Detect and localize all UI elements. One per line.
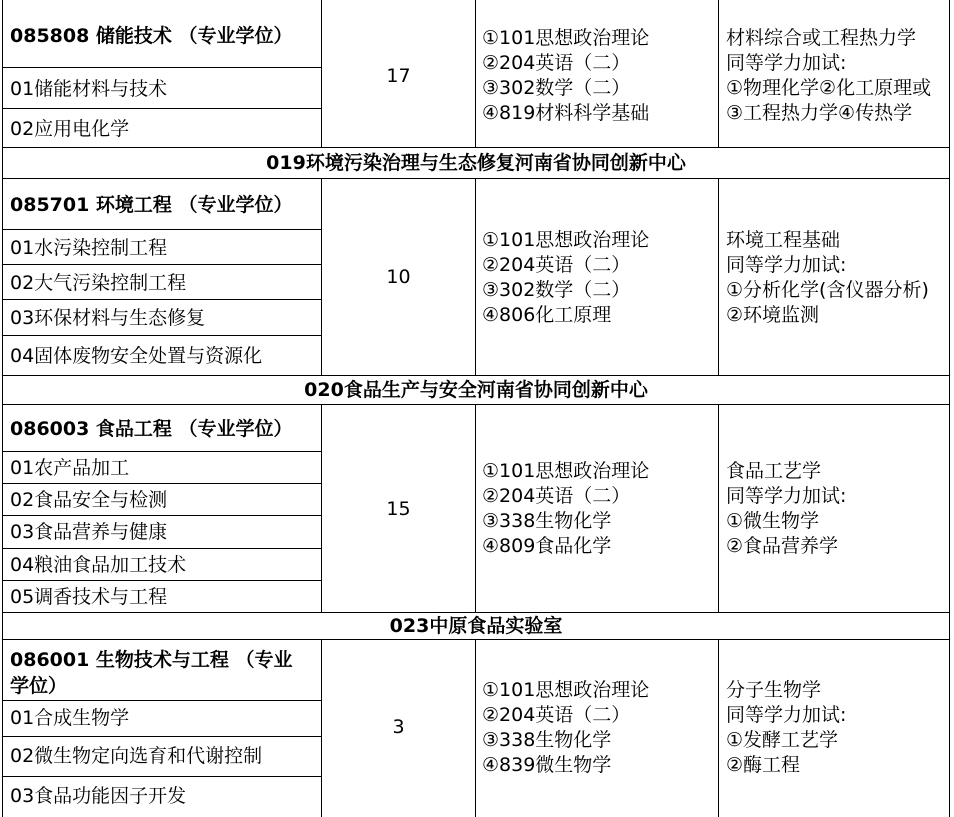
- institution-header: 019环境污染治理与生态修复河南省协同创新中心: [266, 152, 686, 174]
- retest-subject: ②食品营养学: [726, 535, 839, 557]
- research-direction: 02微生物定向选育和代谢控制: [10, 745, 263, 767]
- grid-line: [2, 451, 322, 452]
- retest-subject: ②环境监测: [726, 304, 820, 326]
- grid-line: [2, 0, 3, 817]
- retest-subjects: [726, 228, 929, 328]
- retest-subject: 同等学力加试:: [726, 52, 847, 74]
- exam-subject: ①101思想政治理论: [482, 460, 650, 482]
- institution-header: 020食品生产与安全河南省协同创新中心: [304, 379, 648, 401]
- retest-subject: ②酶工程: [726, 754, 801, 776]
- exam-subject: ③302数学（二）: [482, 77, 631, 99]
- research-direction: 03环保材料与生态修复: [10, 307, 206, 329]
- grid-line: [2, 147, 950, 148]
- major-title: 085808 储能技术 （专业学位）: [10, 25, 293, 47]
- exam-subject: ③338生物化学: [482, 510, 612, 532]
- exam-subject: ③302数学（二）: [482, 279, 631, 301]
- exam-subject: ①101思想政治理论: [482, 27, 650, 49]
- exam-subject: ②204英语（二）: [482, 254, 631, 276]
- grid-line: [718, 178, 719, 375]
- enrollment-count: 10: [386, 266, 411, 288]
- grid-line: [718, 639, 719, 817]
- grid-line: [2, 548, 322, 549]
- research-direction: 04粮油食品加工技术: [10, 554, 187, 576]
- grid-line: [718, 0, 719, 147]
- exam-subjects: [482, 228, 649, 328]
- enrollment-count: 15: [386, 498, 411, 520]
- retest-subjects: [726, 678, 846, 778]
- retest-subject: 同等学力加试:: [726, 485, 847, 507]
- grid-line: [2, 612, 950, 613]
- exam-subject: ④839微生物学: [482, 754, 612, 776]
- exam-subjects: [482, 459, 649, 559]
- retest-subjects: [726, 26, 931, 126]
- research-direction: 01水污染控制工程: [10, 237, 168, 259]
- retest-subject: ①分析化学(含仪器分析): [726, 279, 929, 301]
- grid-line: [2, 108, 322, 109]
- research-direction: 02大气污染控制工程: [10, 272, 187, 294]
- grid-line: [2, 264, 322, 265]
- grid-line: [949, 0, 950, 817]
- retest-subject: ①物理化学②化工原理或: [726, 77, 932, 99]
- exam-subject: ③338生物化学: [482, 729, 612, 751]
- exam-subject: ①101思想政治理论: [482, 229, 650, 251]
- research-direction: 01合成生物学: [10, 707, 130, 729]
- grid-line: [2, 639, 950, 640]
- grid-line: [2, 67, 322, 68]
- retest-subject: 环境工程基础: [726, 229, 841, 251]
- exam-subject: ②204英语（二）: [482, 704, 631, 726]
- major-title: 085701 环境工程 （专业学位）: [10, 194, 293, 216]
- grid-line: [475, 178, 476, 375]
- enrollment-count: 3: [392, 716, 405, 738]
- research-direction: 05调香技术与工程: [10, 586, 168, 608]
- research-direction: 02应用电化学: [10, 118, 130, 140]
- grid-line: [2, 580, 322, 581]
- retest-subject: 同等学力加试:: [726, 704, 847, 726]
- research-direction: 02食品安全与检测: [10, 489, 168, 511]
- research-direction: 03食品功能因子开发: [10, 785, 187, 807]
- major-title: 086003 食品工程 （专业学位）: [10, 418, 293, 440]
- exam-subject: ④806化工原理: [482, 304, 612, 326]
- grid-line: [475, 639, 476, 817]
- exam-subjects: [482, 26, 649, 126]
- retest-subject: 同等学力加试:: [726, 254, 847, 276]
- research-direction: 01农产品加工: [10, 457, 130, 479]
- exam-subjects: [482, 678, 649, 778]
- retest-subject: ①发酵工艺学: [726, 729, 839, 751]
- grid-line: [2, 375, 950, 376]
- retest-subject: ③工程热力学④传热学: [726, 102, 913, 124]
- research-direction: 03食品营养与健康: [10, 521, 168, 543]
- research-direction: 01储能材料与技术: [10, 78, 168, 100]
- retest-subject: 分子生物学: [726, 679, 822, 701]
- grid-line: [2, 178, 950, 179]
- grid-line: [2, 736, 322, 737]
- grid-line: [2, 299, 322, 300]
- exam-subject: ④809食品化学: [482, 535, 612, 557]
- grid-line: [2, 700, 322, 701]
- research-direction: 04固体废物安全处置与资源化: [10, 345, 263, 367]
- retest-subject: ①微生物学: [726, 510, 820, 532]
- exam-subject: ②204英语（二）: [482, 485, 631, 507]
- exam-subject: ②204英语（二）: [482, 52, 631, 74]
- grid-line: [475, 404, 476, 612]
- institution-header: 023中原食品实验室: [389, 615, 563, 637]
- retest-subject: 食品工艺学: [726, 460, 822, 482]
- grid-line: [718, 404, 719, 612]
- enrollment-count: 17: [386, 65, 411, 87]
- grid-line: [2, 515, 322, 516]
- grid-line: [2, 776, 322, 777]
- grid-line: [475, 0, 476, 147]
- major-title: 086001 生物技术与工程 （专业学位）: [10, 649, 293, 697]
- grid-line: [2, 335, 322, 336]
- grid-line: [2, 404, 950, 405]
- exam-subject: ④819材料科学基础: [482, 102, 650, 124]
- exam-subject: ①101思想政治理论: [482, 679, 650, 701]
- retest-subject: 材料综合或工程热力学: [726, 27, 917, 49]
- grid-line: [2, 483, 322, 484]
- retest-subjects: [726, 459, 846, 559]
- grid-line: [2, 229, 322, 230]
